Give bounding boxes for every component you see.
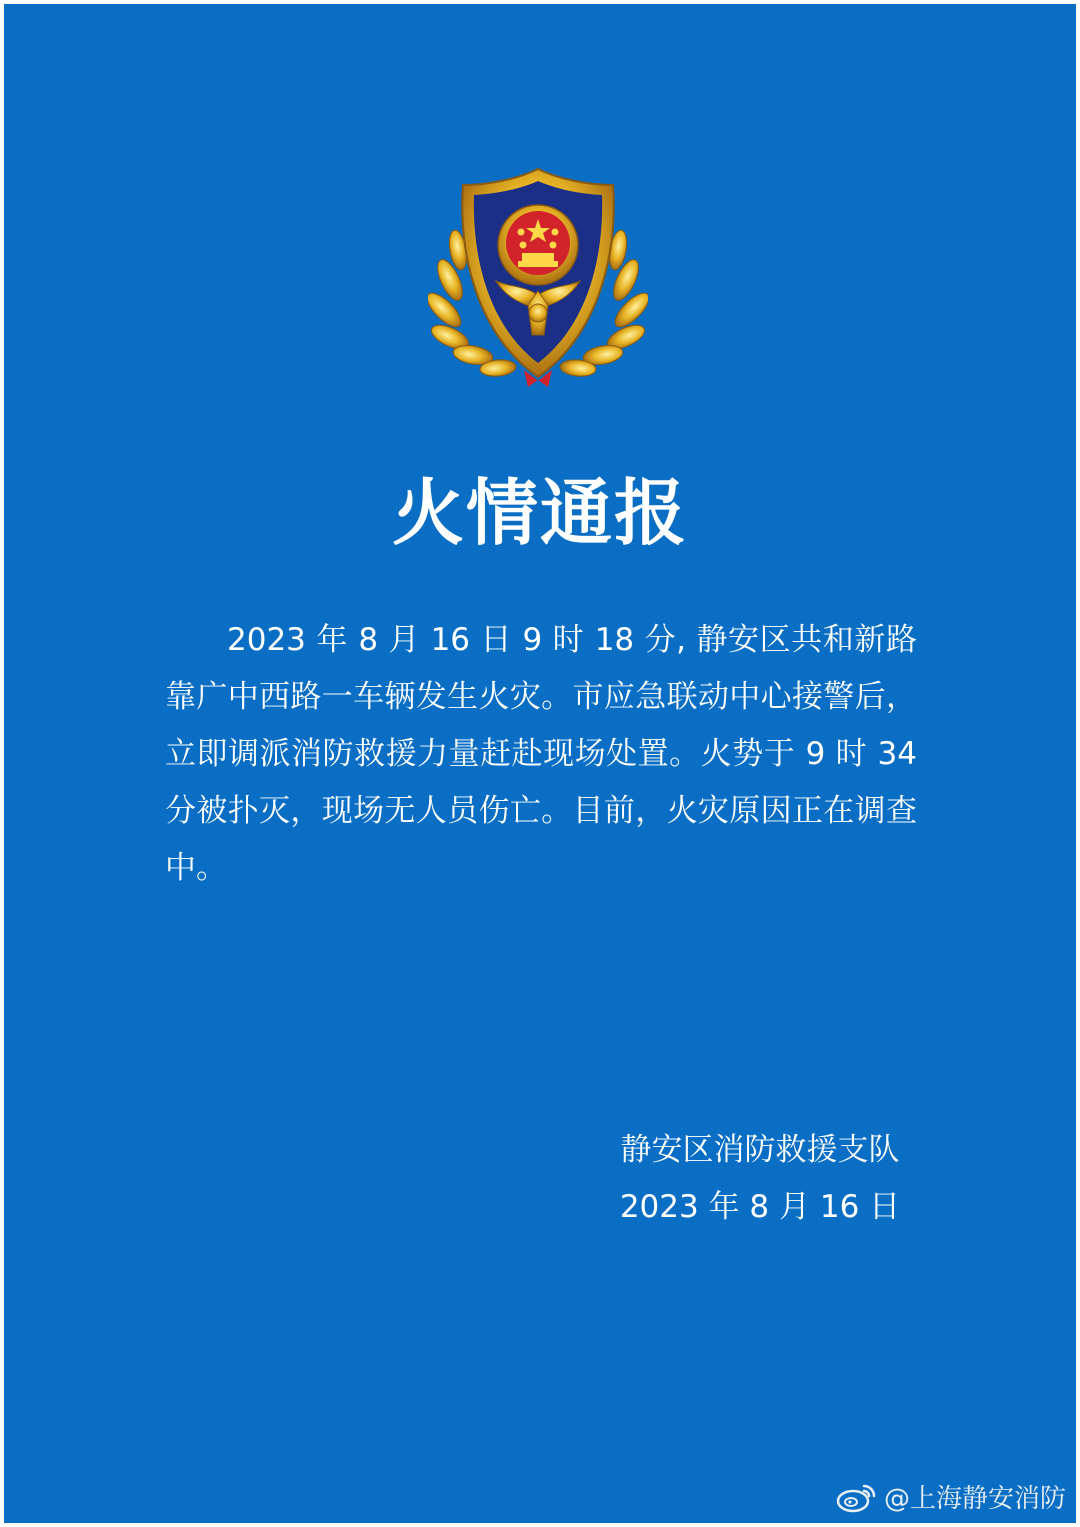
issue-date: 2023 年 8 月 16 日 <box>619 1189 901 1225</box>
signature-block <box>560 1122 960 1236</box>
weibo-watermark <box>836 1478 1066 1515</box>
notice-body: 2023 年 8 月 16 日 9 时 18 分, 静安区共和新路靠广中西路一车辆发生火灾。市应急联动中心接警后，立即调派消防救援力量赶赴现场处置。火势于 9 时 34 分被扑灭，现场无人员伤亡。目前，火灾原因正在调查中。 <box>165 622 917 886</box>
weibo-icon <box>836 1480 878 1514</box>
watermark-text: @上海静安消防 <box>883 1484 1066 1514</box>
issuing-organization: 静安区消防救援支队 <box>620 1132 900 1168</box>
page-title: 火情通报 <box>391 471 688 555</box>
fire-rescue-emblem-icon <box>428 165 648 390</box>
